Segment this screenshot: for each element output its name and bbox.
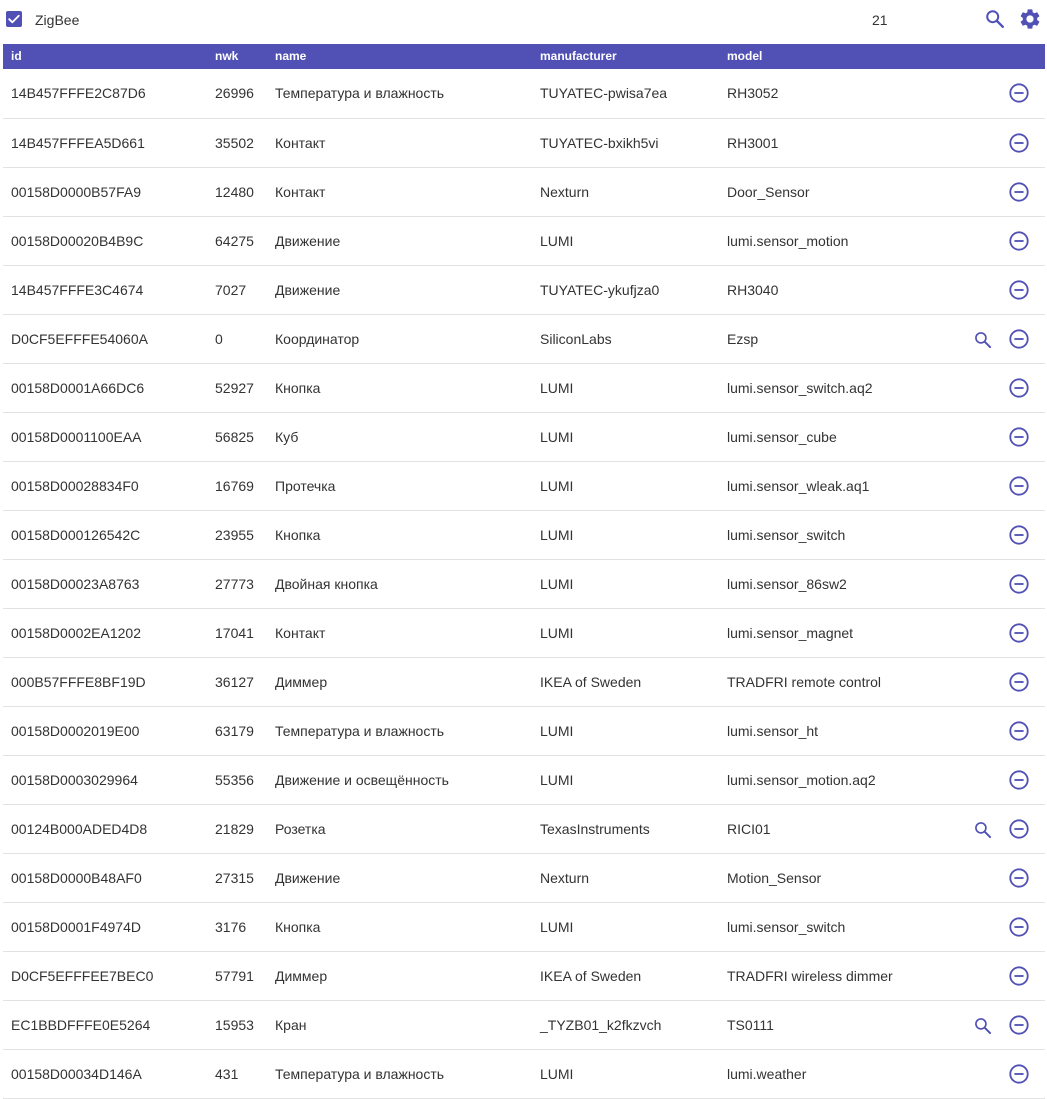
cell-manufacturer: LUMI [540, 918, 574, 935]
cell-manufacturer: TexasInstruments [540, 820, 650, 837]
table-row[interactable] [3, 118, 1045, 167]
cell-name: Двойная кнопка [275, 575, 378, 592]
devices-table [3, 44, 1045, 1099]
cell-id: 00158D0001F4974D [11, 918, 141, 935]
cell-name: Диммер [275, 967, 328, 984]
minus-circle-icon[interactable] [1008, 475, 1030, 497]
table-row[interactable] [3, 902, 1045, 951]
cell-manufacturer: LUMI [540, 624, 574, 641]
minus-circle-icon[interactable] [1008, 426, 1030, 448]
cell-name: Температура и влажность [275, 722, 445, 739]
cell-id: 00158D00023A8763 [11, 575, 140, 592]
minus-circle-icon[interactable] [1008, 867, 1030, 889]
cell-name: Кран [275, 1016, 307, 1033]
cell-name: Кнопка [275, 379, 321, 396]
cell-model: Door_Sensor [727, 183, 810, 200]
cell-manufacturer: LUMI [540, 1065, 574, 1082]
row-actions [960, 804, 1045, 853]
minus-circle-icon[interactable] [1008, 573, 1030, 595]
cell-id: 00158D0000B48AF0 [11, 869, 142, 886]
cell-name: Протечка [275, 477, 336, 494]
cell-id: D0CF5EFFFE54060A [11, 330, 148, 347]
row-actions [960, 510, 1045, 559]
minus-circle-icon[interactable] [1008, 328, 1030, 350]
cell-model: TRADFRI remote control [727, 673, 882, 690]
row-actions [960, 265, 1045, 314]
page-title: ZigBee [35, 12, 80, 28]
table-header [3, 44, 1045, 69]
cell-name: Кнопка [275, 526, 321, 543]
minus-circle-icon[interactable] [1008, 377, 1030, 399]
row-actions [960, 69, 1045, 118]
cell-name: Кнопка [275, 918, 321, 935]
cell-model: RICI01 [727, 820, 771, 837]
cell-manufacturer: LUMI [540, 232, 574, 249]
table-row[interactable] [3, 1000, 1045, 1049]
cell-name: Розетка [275, 820, 326, 837]
minus-circle-icon[interactable] [1008, 82, 1030, 104]
cell-nwk: 16769 [215, 477, 254, 494]
row-actions [960, 853, 1045, 902]
cell-model: RH3001 [727, 134, 779, 151]
zigbee-checkbox[interactable] [6, 11, 22, 27]
row-actions [960, 118, 1045, 167]
cell-manufacturer: LUMI [540, 526, 574, 543]
table-row[interactable] [3, 657, 1045, 706]
cell-nwk: 52927 [215, 379, 254, 396]
search-icon[interactable] [973, 1016, 993, 1036]
cell-nwk: 35502 [215, 134, 254, 151]
minus-circle-icon[interactable] [1008, 671, 1030, 693]
minus-circle-icon[interactable] [1008, 1014, 1030, 1036]
cell-id: 00158D0001100EAA [11, 428, 142, 445]
search-icon[interactable] [984, 8, 1006, 30]
cell-model: lumi.sensor_switch.aq2 [727, 379, 873, 396]
cell-nwk: 27315 [215, 869, 254, 886]
cell-name: Координатор [275, 330, 360, 347]
row-actions [960, 314, 1045, 363]
minus-circle-icon[interactable] [1008, 916, 1030, 938]
row-actions [960, 902, 1045, 951]
cell-model: lumi.sensor_switch [727, 526, 846, 543]
table-row[interactable] [3, 1049, 1045, 1098]
cell-id: 14B457FFFE2C87D6 [11, 85, 146, 102]
table-row[interactable] [3, 510, 1045, 559]
cell-manufacturer: LUMI [540, 771, 574, 788]
cell-name: Куб [275, 428, 299, 445]
table-body [3, 69, 1045, 1098]
minus-circle-icon[interactable] [1008, 965, 1030, 987]
cell-name: Контакт [275, 134, 326, 151]
cell-nwk: 15953 [215, 1016, 254, 1033]
cell-manufacturer: LUMI [540, 477, 574, 494]
cell-manufacturer: Nexturn [540, 183, 590, 200]
cell-name: Диммер [275, 673, 328, 690]
table-row[interactable] [3, 265, 1045, 314]
row-actions [960, 755, 1045, 804]
cell-manufacturer: LUMI [540, 722, 574, 739]
cell-model: lumi.weather [727, 1065, 807, 1082]
table-row[interactable] [3, 804, 1045, 853]
cell-manufacturer: TUYATEC-bxikh5vi [540, 134, 659, 151]
cell-model: lumi.sensor_motion [727, 232, 849, 249]
cell-id: 000B57FFFE8BF19D [11, 673, 146, 690]
minus-circle-icon[interactable] [1008, 818, 1030, 840]
cell-manufacturer: LUMI [540, 379, 574, 396]
cell-manufacturer: TUYATEC-ykufjza0 [540, 281, 660, 298]
table-row[interactable] [3, 853, 1045, 902]
row-actions [960, 706, 1045, 755]
cell-nwk: 7027 [215, 281, 247, 298]
cell-nwk: 63179 [215, 722, 254, 739]
table-row[interactable] [3, 412, 1045, 461]
row-actions [960, 412, 1045, 461]
cell-nwk: 27773 [215, 575, 254, 592]
column-header-actions [960, 44, 1045, 69]
cell-model: lumi.sensor_magnet [727, 624, 854, 641]
cell-model: lumi.sensor_cube [727, 428, 837, 445]
table-row[interactable] [3, 706, 1045, 755]
cell-nwk: 17041 [215, 624, 254, 641]
cell-manufacturer: Nexturn [540, 869, 590, 886]
search-icon[interactable] [973, 820, 993, 840]
search-icon[interactable] [973, 330, 993, 350]
cell-id: 00158D0003029964 [11, 771, 138, 788]
table-row[interactable] [3, 461, 1045, 510]
minus-circle-icon[interactable] [1008, 132, 1030, 154]
cell-nwk: 36127 [215, 673, 254, 690]
column-header-model[interactable]: model [727, 49, 763, 63]
column-header-name[interactable]: name [275, 49, 307, 63]
cell-model: RH3052 [727, 85, 779, 102]
cell-manufacturer: IKEA of Sweden [540, 673, 642, 690]
table-row[interactable] [3, 314, 1045, 363]
table-row[interactable] [3, 69, 1045, 118]
minus-circle-icon[interactable] [1008, 720, 1030, 742]
cell-model: Ezsp [727, 330, 759, 347]
cell-id: 00158D0001A66DC6 [11, 379, 145, 396]
column-header-nwk[interactable]: nwk [215, 49, 239, 63]
cell-model: Motion_Sensor [727, 869, 822, 886]
minus-circle-icon[interactable] [1008, 622, 1030, 644]
minus-circle-icon[interactable] [1008, 524, 1030, 546]
cell-name: Движение [275, 232, 341, 249]
cell-id: 00124B000ADED4D8 [11, 820, 148, 837]
row-actions [960, 559, 1045, 608]
cell-manufacturer: LUMI [540, 428, 574, 445]
cell-name: Контакт [275, 624, 326, 641]
cell-name: Движение [275, 869, 341, 886]
cell-nwk: 26996 [215, 85, 254, 102]
gear-icon[interactable] [1018, 7, 1042, 31]
cell-id: 00158D00028834F0 [11, 477, 139, 494]
table-row[interactable] [3, 755, 1045, 804]
cell-model: RH3040 [727, 281, 779, 298]
row-actions [960, 1000, 1045, 1049]
row-actions [960, 608, 1045, 657]
minus-circle-icon[interactable] [1008, 230, 1030, 252]
cell-id: 00158D0000B57FA9 [11, 183, 141, 200]
cell-nwk: 55356 [215, 771, 254, 788]
minus-circle-icon[interactable] [1008, 181, 1030, 203]
cell-name: Температура и влажность [275, 1065, 445, 1082]
cell-nwk: 3176 [215, 918, 247, 935]
cell-name: Контакт [275, 183, 326, 200]
cell-id: 00158D0002EA1202 [11, 624, 142, 641]
check-icon [6, 11, 22, 27]
row-actions [960, 461, 1045, 510]
cell-model: lumi.sensor_switch [727, 918, 846, 935]
cell-nwk: 431 [215, 1065, 239, 1082]
cell-manufacturer: TUYATEC-pwisa7ea [540, 85, 668, 102]
cell-id: EC1BBDFFFE0E5264 [11, 1016, 151, 1033]
row-actions [960, 1049, 1045, 1098]
cell-nwk: 64275 [215, 232, 254, 249]
cell-id: 00158D000126542C [11, 526, 141, 543]
table-row[interactable] [3, 363, 1045, 412]
cell-model: lumi.sensor_wleak.aq1 [727, 477, 870, 494]
cell-id: 00158D00020B4B9C [11, 232, 144, 249]
cell-model: lumi.sensor_motion.aq2 [727, 771, 876, 788]
toolbar [0, 0, 1047, 42]
table-row[interactable] [3, 951, 1045, 1000]
table-row[interactable] [3, 608, 1045, 657]
cell-id: 00158D00034D146A [11, 1065, 142, 1082]
cell-name: Температура и влажность [275, 85, 445, 102]
minus-circle-icon[interactable] [1008, 769, 1030, 791]
minus-circle-icon[interactable] [1008, 1063, 1030, 1085]
cell-manufacturer: SiliconLabs [540, 330, 612, 347]
cell-model: TS0111 [727, 1016, 774, 1033]
column-header-manufacturer[interactable]: manufacturer [540, 49, 617, 63]
cell-model: TRADFRI wireless dimmer [727, 967, 893, 984]
cell-manufacturer: _TYZB01_k2fkzvch [540, 1016, 662, 1033]
cell-id: 14B457FFFEA5D661 [11, 134, 145, 151]
minus-circle-icon[interactable] [1008, 279, 1030, 301]
cell-id: D0CF5EFFFEE7BEC0 [11, 967, 154, 984]
cell-manufacturer: LUMI [540, 575, 574, 592]
cell-name: Движение и освещённость [275, 771, 449, 788]
table-row[interactable] [3, 216, 1045, 265]
cell-name: Движение [275, 281, 341, 298]
table-row[interactable] [3, 559, 1045, 608]
cell-nwk: 23955 [215, 526, 254, 543]
row-actions [960, 363, 1045, 412]
row-actions [960, 167, 1045, 216]
cell-nwk: 57791 [215, 967, 254, 984]
row-actions [960, 951, 1045, 1000]
cell-nwk: 0 [215, 330, 223, 347]
column-header-id[interactable]: id [11, 49, 22, 63]
cell-nwk: 56825 [215, 428, 254, 445]
cell-id: 00158D0002019E00 [11, 722, 140, 739]
row-actions [960, 216, 1045, 265]
cell-id: 14B457FFFE3C4674 [11, 281, 144, 298]
table-row[interactable] [3, 167, 1045, 216]
cell-nwk: 21829 [215, 820, 254, 837]
cell-model: lumi.sensor_ht [727, 722, 819, 739]
cell-nwk: 12480 [215, 183, 254, 200]
cell-manufacturer: IKEA of Sweden [540, 967, 642, 984]
cell-model: lumi.sensor_86sw2 [727, 575, 847, 592]
device-count: 21 [872, 12, 888, 28]
row-actions [960, 657, 1045, 706]
